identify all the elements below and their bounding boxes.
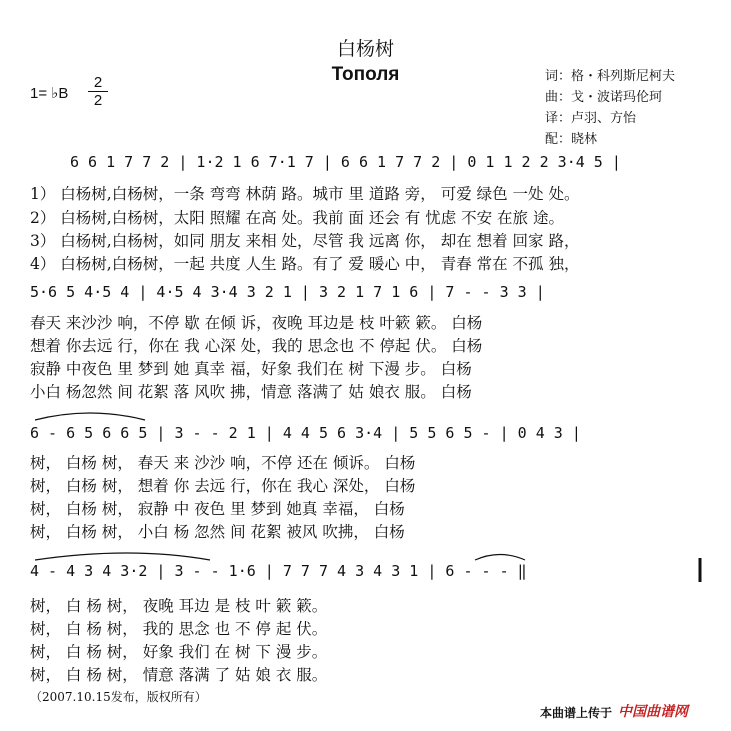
lyric-line: 树， 白 杨 树， 情意 落满 了 姑 娘 衣 服。 [30, 666, 328, 684]
song-title: 白杨树 [336, 38, 394, 60]
lyric-line: 寂静 中夜色 里 梦到 她 真幸 福，好象 我们在 树 下漫 步。 白杨 [30, 360, 472, 378]
credit-arrange: 配：晓林 [545, 132, 598, 147]
notation-system-1: 6 6 1 7 7 2 | 1·2 1 6 7·1 7 | 6 6 1 7 7 2 | 0 1 1 2 2 3·4 5 | [70, 153, 621, 171]
credit-lyrics: 词：格・科列斯尼柯夫 [545, 69, 676, 84]
credit-music: 曲：戈・波诺玛伦珂 [545, 90, 663, 105]
upload-note: 本曲谱上传于 [540, 706, 613, 720]
slur-mark [35, 553, 210, 560]
site-logo[interactable]: 中国曲谱网 [618, 704, 688, 720]
date-note: （2007.10.15发布，版权所有） [30, 690, 207, 704]
slur-mark [35, 413, 145, 420]
lyric-line: 想着 你去远 行，你在 我 心深 处，我的 思念也 不 停起 伏。 白杨 [30, 337, 483, 355]
meter-top: 2 [93, 74, 103, 91]
lyric-line: 树， 白杨 树， 想着 你 去远 行，你在 我心 深处， 白杨 [30, 477, 416, 495]
lyric-line: 树， 白杨 树， 小白 杨 忽然 间 花絮 被风 吹拂， 白杨 [30, 523, 405, 541]
lyric-line: 树， 白 杨 树， 好象 我们 在 树 下 漫 步。 [30, 643, 328, 661]
notation-system-3: 6 - 6 5 6 6 5 | 3 - - 2 1 | 4 4 5 6 3·4 | 5 5 6 5 - | 0 4 3 | [30, 424, 581, 442]
lyric-line: 4） 白杨树,白杨树，一起 共度 人生 路。有了 爱 暖心 中， 青春 常在 不孤 独， [30, 255, 580, 273]
notation-system-2: 5·6 5 4·5 4 | 4·5 4 3·4 3 2 1 | 3 2 1 7 1 6 | 7 - - 3 3 | [30, 283, 545, 301]
lyric-line: 树， 白 杨 树， 夜晚 耳边 是 枝 叶 簌 簌。 [30, 597, 328, 615]
key-signature: 1= ♭B [30, 85, 69, 102]
credit-translate: 译：卢羽、方怡 [545, 111, 637, 126]
lyric-line: 春天 来沙沙 响，不停 歇 在倾 诉，夜晚 耳边是 枝 叶簌 簌。 白杨 [30, 314, 483, 332]
lyric-line: 1） 白杨树,白杨树，一条 弯弯 林荫 路。城市 里 道路 旁， 可爱 绿色 一处 处。 [30, 185, 580, 203]
notation-system-4: 4 - 4 3 4 3·2 | 3 - - 1·6 | 7 7 7 4 3 4 3 1 | 6 - - - ‖ [30, 562, 527, 580]
song-subtitle: Тополя [331, 64, 400, 85]
meter-bottom: 2 [93, 92, 103, 109]
slur-mark [475, 555, 525, 561]
lyric-line: 树， 白杨 树， 寂静 中 夜色 里 梦到 她真 幸福， 白杨 [30, 500, 405, 518]
lyric-line: 3） 白杨树,白杨树，如同 朋友 来相 处，尽管 我 远离 你， 却在 想着 回家 路， [30, 232, 580, 250]
lyric-line: 树， 白 杨 树， 我的 思念 也 不 停 起 伏。 [30, 620, 328, 638]
lyric-line: 树， 白杨 树， 春天 来 沙沙 响，不停 还在 倾诉。 白杨 [30, 454, 416, 472]
lyric-line: 小白 杨忽然 间 花絮 落 风吹 拂，情意 落满了 姑 娘衣 服。 白杨 [30, 383, 472, 401]
lyric-line: 2） 白杨树,白杨树，太阳 照耀 在高 处。我前 面 还会 有 忧虑 不安 在旅 途。 [30, 209, 564, 227]
